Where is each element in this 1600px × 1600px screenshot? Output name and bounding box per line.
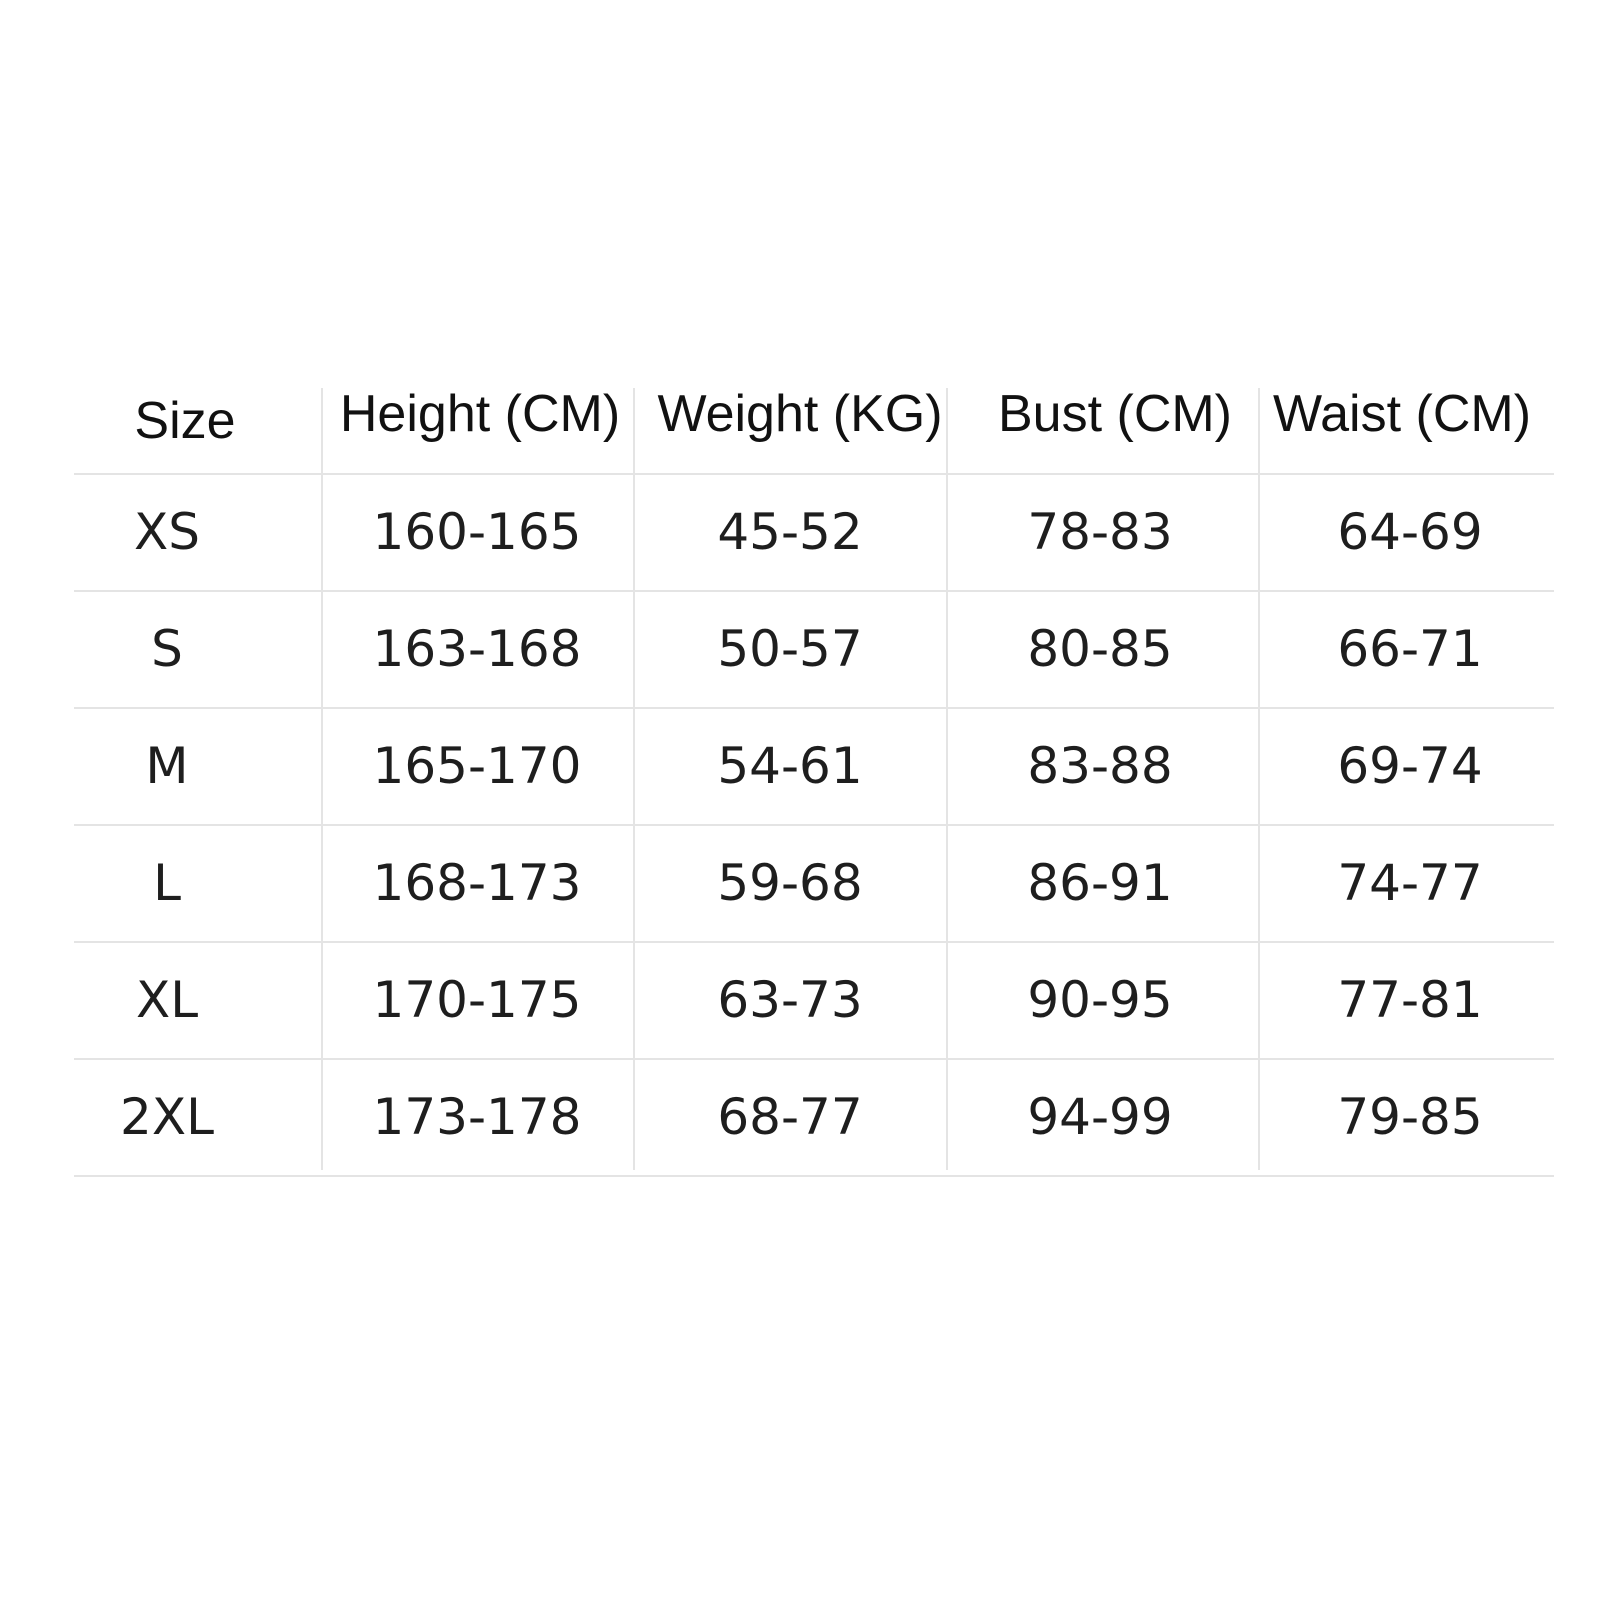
header-size: Size: [134, 392, 236, 450]
header-weight: Weight (KG): [657, 385, 943, 443]
header-waist: Waist (CM): [1272, 385, 1532, 443]
cell-weight: 68-77: [717, 1088, 863, 1146]
row-divider: [74, 1175, 1554, 1177]
cell-height: 173-178: [372, 1088, 582, 1146]
column-divider: [1258, 388, 1260, 1170]
column-divider: [321, 388, 323, 1170]
cell-waist: 77-81: [1337, 971, 1483, 1029]
header-bust: Bust (CM): [998, 385, 1232, 443]
column-divider: [946, 388, 948, 1170]
cell-weight: 63-73: [717, 971, 863, 1029]
cell-waist: 66-71: [1337, 620, 1483, 678]
cell-height: 168-173: [372, 854, 582, 912]
cell-bust: 86-91: [1027, 854, 1173, 912]
row-divider: [74, 590, 1554, 592]
cell-weight: 59-68: [717, 854, 863, 912]
cell-height: 160-165: [372, 503, 582, 561]
cell-size: XS: [134, 503, 200, 561]
column-divider: [633, 388, 635, 1170]
cell-weight: 50-57: [717, 620, 863, 678]
cell-bust: 83-88: [1027, 737, 1173, 795]
row-divider: [74, 707, 1554, 709]
cell-waist: 69-74: [1337, 737, 1483, 795]
cell-waist: 74-77: [1337, 854, 1483, 912]
cell-waist: 79-85: [1337, 1088, 1483, 1146]
cell-size: L: [153, 854, 181, 912]
row-divider: [74, 941, 1554, 943]
cell-bust: 94-99: [1027, 1088, 1173, 1146]
cell-size: XL: [135, 971, 199, 1029]
cell-bust: 90-95: [1027, 971, 1173, 1029]
cell-bust: 80-85: [1027, 620, 1173, 678]
cell-weight: 54-61: [717, 737, 863, 795]
row-divider: [74, 1058, 1554, 1060]
row-divider: [74, 824, 1554, 826]
cell-height: 165-170: [372, 737, 582, 795]
cell-weight: 45-52: [717, 503, 863, 561]
cell-waist: 64-69: [1337, 503, 1483, 561]
cell-bust: 78-83: [1027, 503, 1173, 561]
cell-size: 2XL: [120, 1088, 214, 1146]
row-divider: [74, 473, 1554, 475]
cell-height: 170-175: [372, 971, 582, 1029]
cell-size: S: [151, 620, 183, 678]
cell-height: 163-168: [372, 620, 582, 678]
header-height: Height (CM): [339, 385, 621, 443]
cell-size: M: [145, 737, 189, 795]
